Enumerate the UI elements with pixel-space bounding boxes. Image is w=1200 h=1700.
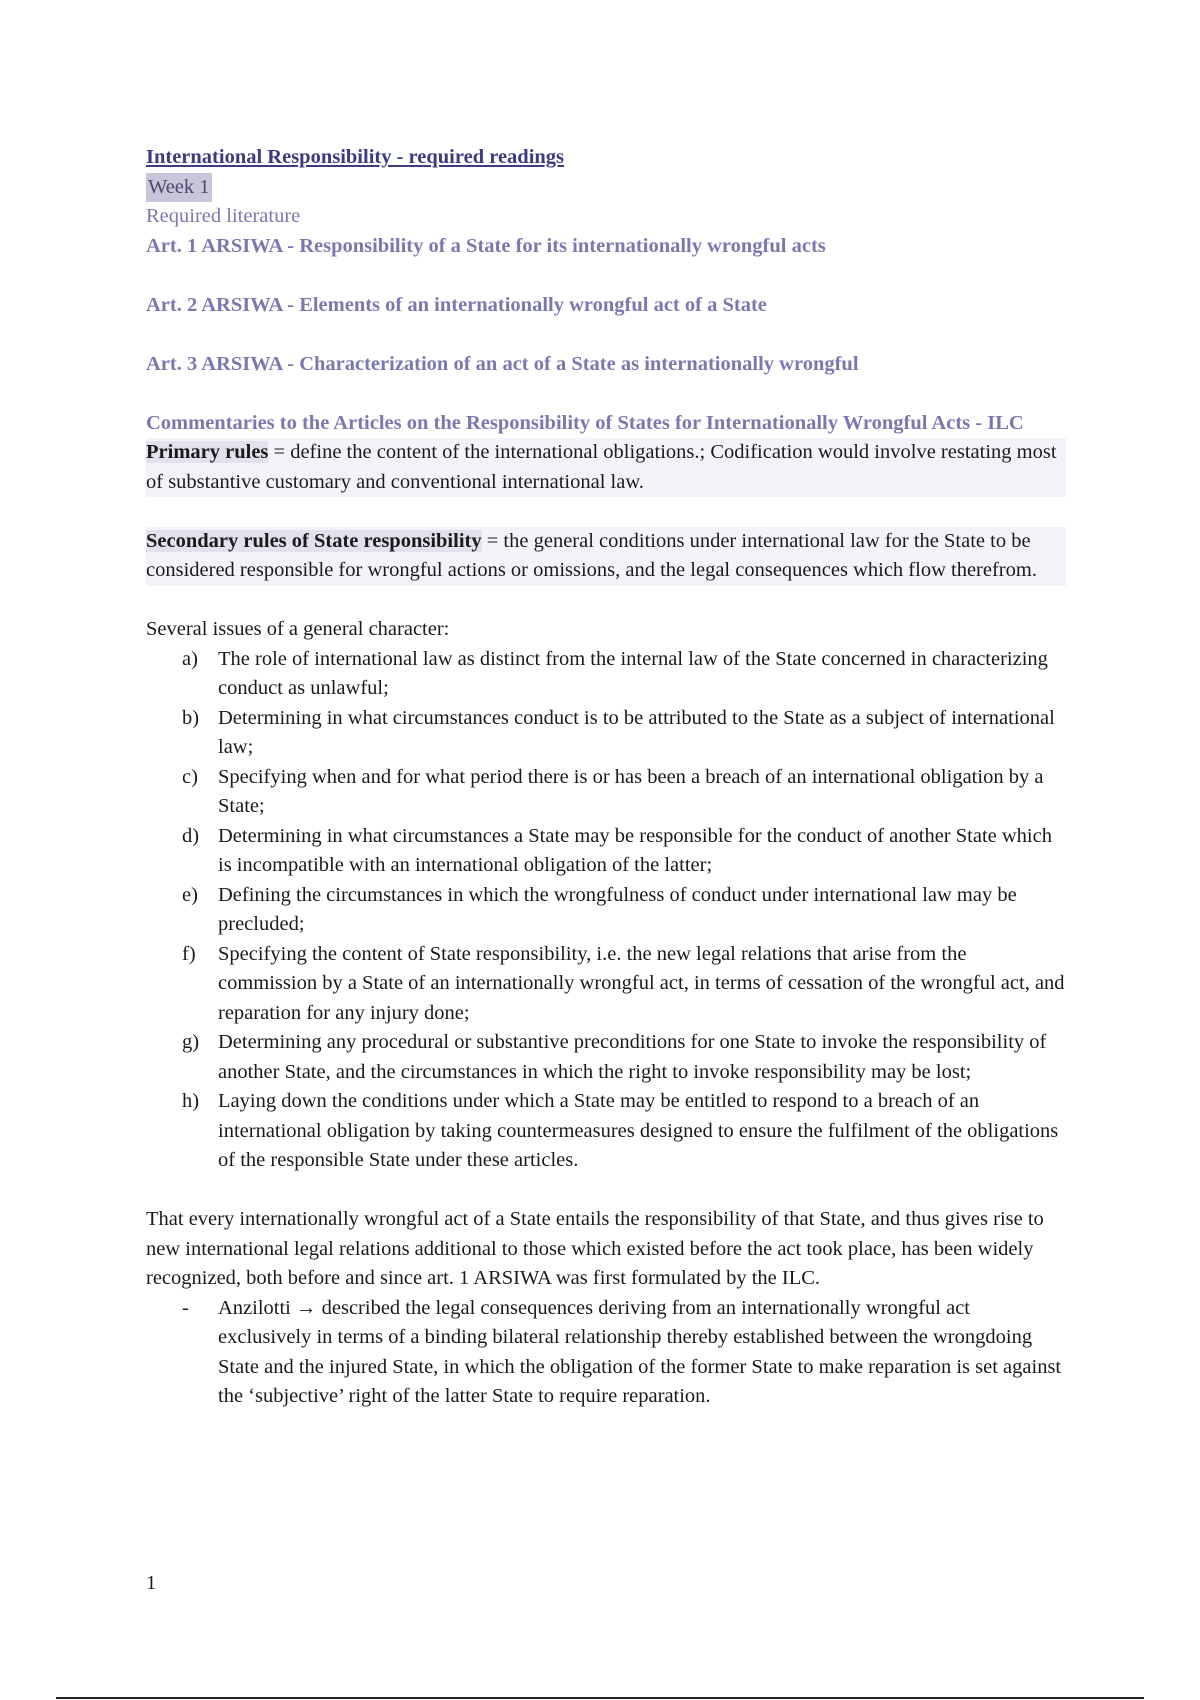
list-item — [182, 645, 1066, 704]
list-marker: - — [182, 1296, 189, 1319]
issues-list — [146, 645, 1066, 1176]
article-3-heading: Art. 3 ARSIWA - Characterization of an act of a State as internationally wrongful — [146, 352, 859, 375]
list-marker: b) — [182, 706, 200, 729]
secondary-rules-paragraph — [146, 527, 1066, 586]
primary-rules-term: Primary rules — [146, 441, 269, 463]
list-marker: h) — [182, 1090, 200, 1112]
list-item-text: Anzilotti → described the legal consequences deriving from an internationally wrongful act exclusively in terms of a binding bilateral relationship thereby established between the wrongdoing State and the injured State, in which the obligation of the former State to make reparation is set against the ‘subjective’ right of the latter State to require reparation. — [218, 1296, 1062, 1407]
list-item-text: Defining the circumstances in which the wrongfulness of conduct under international law may be precluded; — [218, 883, 1017, 935]
list-item — [182, 881, 1066, 940]
list-marker: a) — [182, 647, 198, 670]
list-marker: f) — [182, 942, 196, 965]
list-marker: d) — [182, 824, 200, 847]
list-marker: g) — [182, 1031, 200, 1053]
secondary-rules-term: Secondary rules of State responsibility — [146, 529, 482, 552]
list-item-text: The role of international law as distinct from the internal law of the State concerned in characterizing conduct as unlawful; — [218, 647, 1048, 699]
page-number: 1 — [146, 1572, 157, 1594]
page-content — [146, 143, 1066, 1412]
list-item-text: Specifying when and for what period there is or has been a breach of an international obligation by a State; — [218, 765, 1044, 817]
week-label: Week 1 — [146, 173, 212, 203]
article-2-heading: Art. 2 ARSIWA - Elements of an internationally wrongful act of a State — [146, 293, 767, 316]
list-item — [182, 822, 1066, 881]
week-line — [146, 173, 1066, 203]
article-1-heading: Art. 1 ARSIWA - Responsibility of a State for its internationally wrongful acts — [146, 234, 826, 257]
bullet-list — [146, 1294, 1066, 1412]
list-item — [182, 1087, 1066, 1176]
list-item-text: Laying down the conditions under which a State may be entitled to respond to a breach of an international obligation by taking countermeasures designed to ensure the fulfilment of the obligations of the responsible State under these articles. — [218, 1090, 1059, 1171]
list-item — [182, 1028, 1066, 1087]
list-item — [182, 763, 1066, 822]
list-marker: e) — [182, 883, 198, 906]
list-item-text: Determining in what circumstances conduct is to be attributed to the State as a subject of international law; — [218, 706, 1055, 758]
page-bottom-rule — [56, 1697, 1144, 1699]
required-literature-label: Required literature — [146, 205, 301, 227]
list-item-text: Determining in what circumstances a State may be responsible for the conduct of another State which is incompatible with an international obligation of the latter; — [218, 824, 1052, 876]
primary-rules-paragraph — [146, 438, 1066, 497]
list-item-text: Determining any procedural or substantive preconditions for one State to invoke the responsibility of another State, and the circumstances in which the right to invoke responsibility may be lost; — [218, 1031, 1047, 1083]
secondary-rules-definition: = the general conditions under international law for the State to be considered responsible for wrongful actions or omissions, and the legal consequences which flow therefrom. — [146, 529, 1037, 581]
list-item — [182, 704, 1066, 763]
list-marker: c) — [182, 765, 198, 788]
commentaries-heading: Commentaries to the Articles on the Responsibility of States for Internationally Wrongful Acts - ILC — [146, 411, 1024, 434]
issues-intro: Several issues of a general character: — [146, 618, 450, 640]
list-item-text: Specifying the content of State responsibility, i.e. the new legal relations that arise from the commission by a State of an internationally wrongful act, in terms of cessation of the wrongful act, and reparation for any injury done; — [218, 942, 1065, 1024]
primary-rules-definition: = define the content of the international obligations.; Codification would involve restating most of substantive customary and conventional international law. — [146, 441, 1057, 493]
body-paragraph: That every internationally wrongful act of a State entails the responsibility of that State, and thus gives rise to new international legal relations additional to those which existed before the act took place, has been widely recognized, both before and since art. 1 ARSIWA was first formulated by the ILC. — [146, 1208, 1044, 1289]
list-item — [182, 1294, 1066, 1412]
list-item — [182, 940, 1066, 1029]
document-title: International Responsibility - required readings — [146, 146, 565, 168]
